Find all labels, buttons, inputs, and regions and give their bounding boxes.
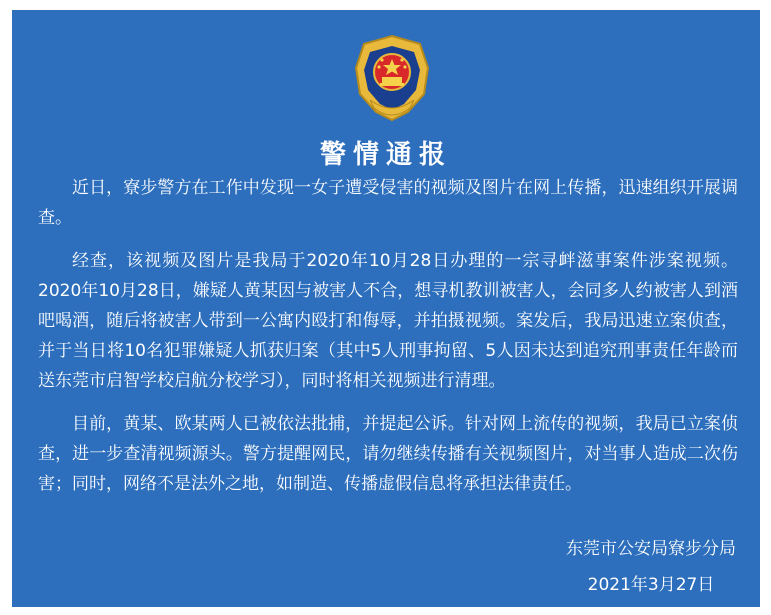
- paragraph-2: 经查，该视频及图片是我局于2020年10月28日办理的一宗寻衅滋事案件涉案视频。2020年10月28日，嫌疑人黄某因与被害人不合，想寻机教训被害人，会同多人约被害人到酒吧喝酒，随后将被害人带到一公寓内殴打和侮辱，并拍摄视频。案发后，我局迅速立案侦查，并于当日将10名犯罪嫌疑人抓获归案（其中5人刑事拘留、5人因未达到追究刑事责任年龄而送东莞市启智学校启航分校学习），同时将相关视频进行清理。: [38, 251, 738, 391]
- police-emblem-icon: [350, 34, 434, 124]
- signature-organization: 东莞市公安局寮步分局: [566, 539, 736, 559]
- paragraph-3: 目前，黄某、欧某两人已被依法批捕，并提起公诉。针对网上流传的视频，我局已立案侦查，进一步查清视频源头。警方提醒网民，请勿继续传播有关视频图片，对当事人造成二次伤害；同时，网络不是法外之地，如制造、传播虚假信息将承担法律责任。: [38, 414, 738, 494]
- signature-date: 2021年3月27日: [587, 575, 715, 595]
- paragraph-1: 近日，寮步警方在工作中发现一女子遭受侵害的视频及图片在网上传播，迅速组织开展调查。: [38, 178, 738, 228]
- notice-panel: [12, 10, 760, 607]
- notice-title: 警情通报: [319, 140, 452, 170]
- notice-body: [38, 173, 738, 512]
- signature-block: [566, 534, 736, 606]
